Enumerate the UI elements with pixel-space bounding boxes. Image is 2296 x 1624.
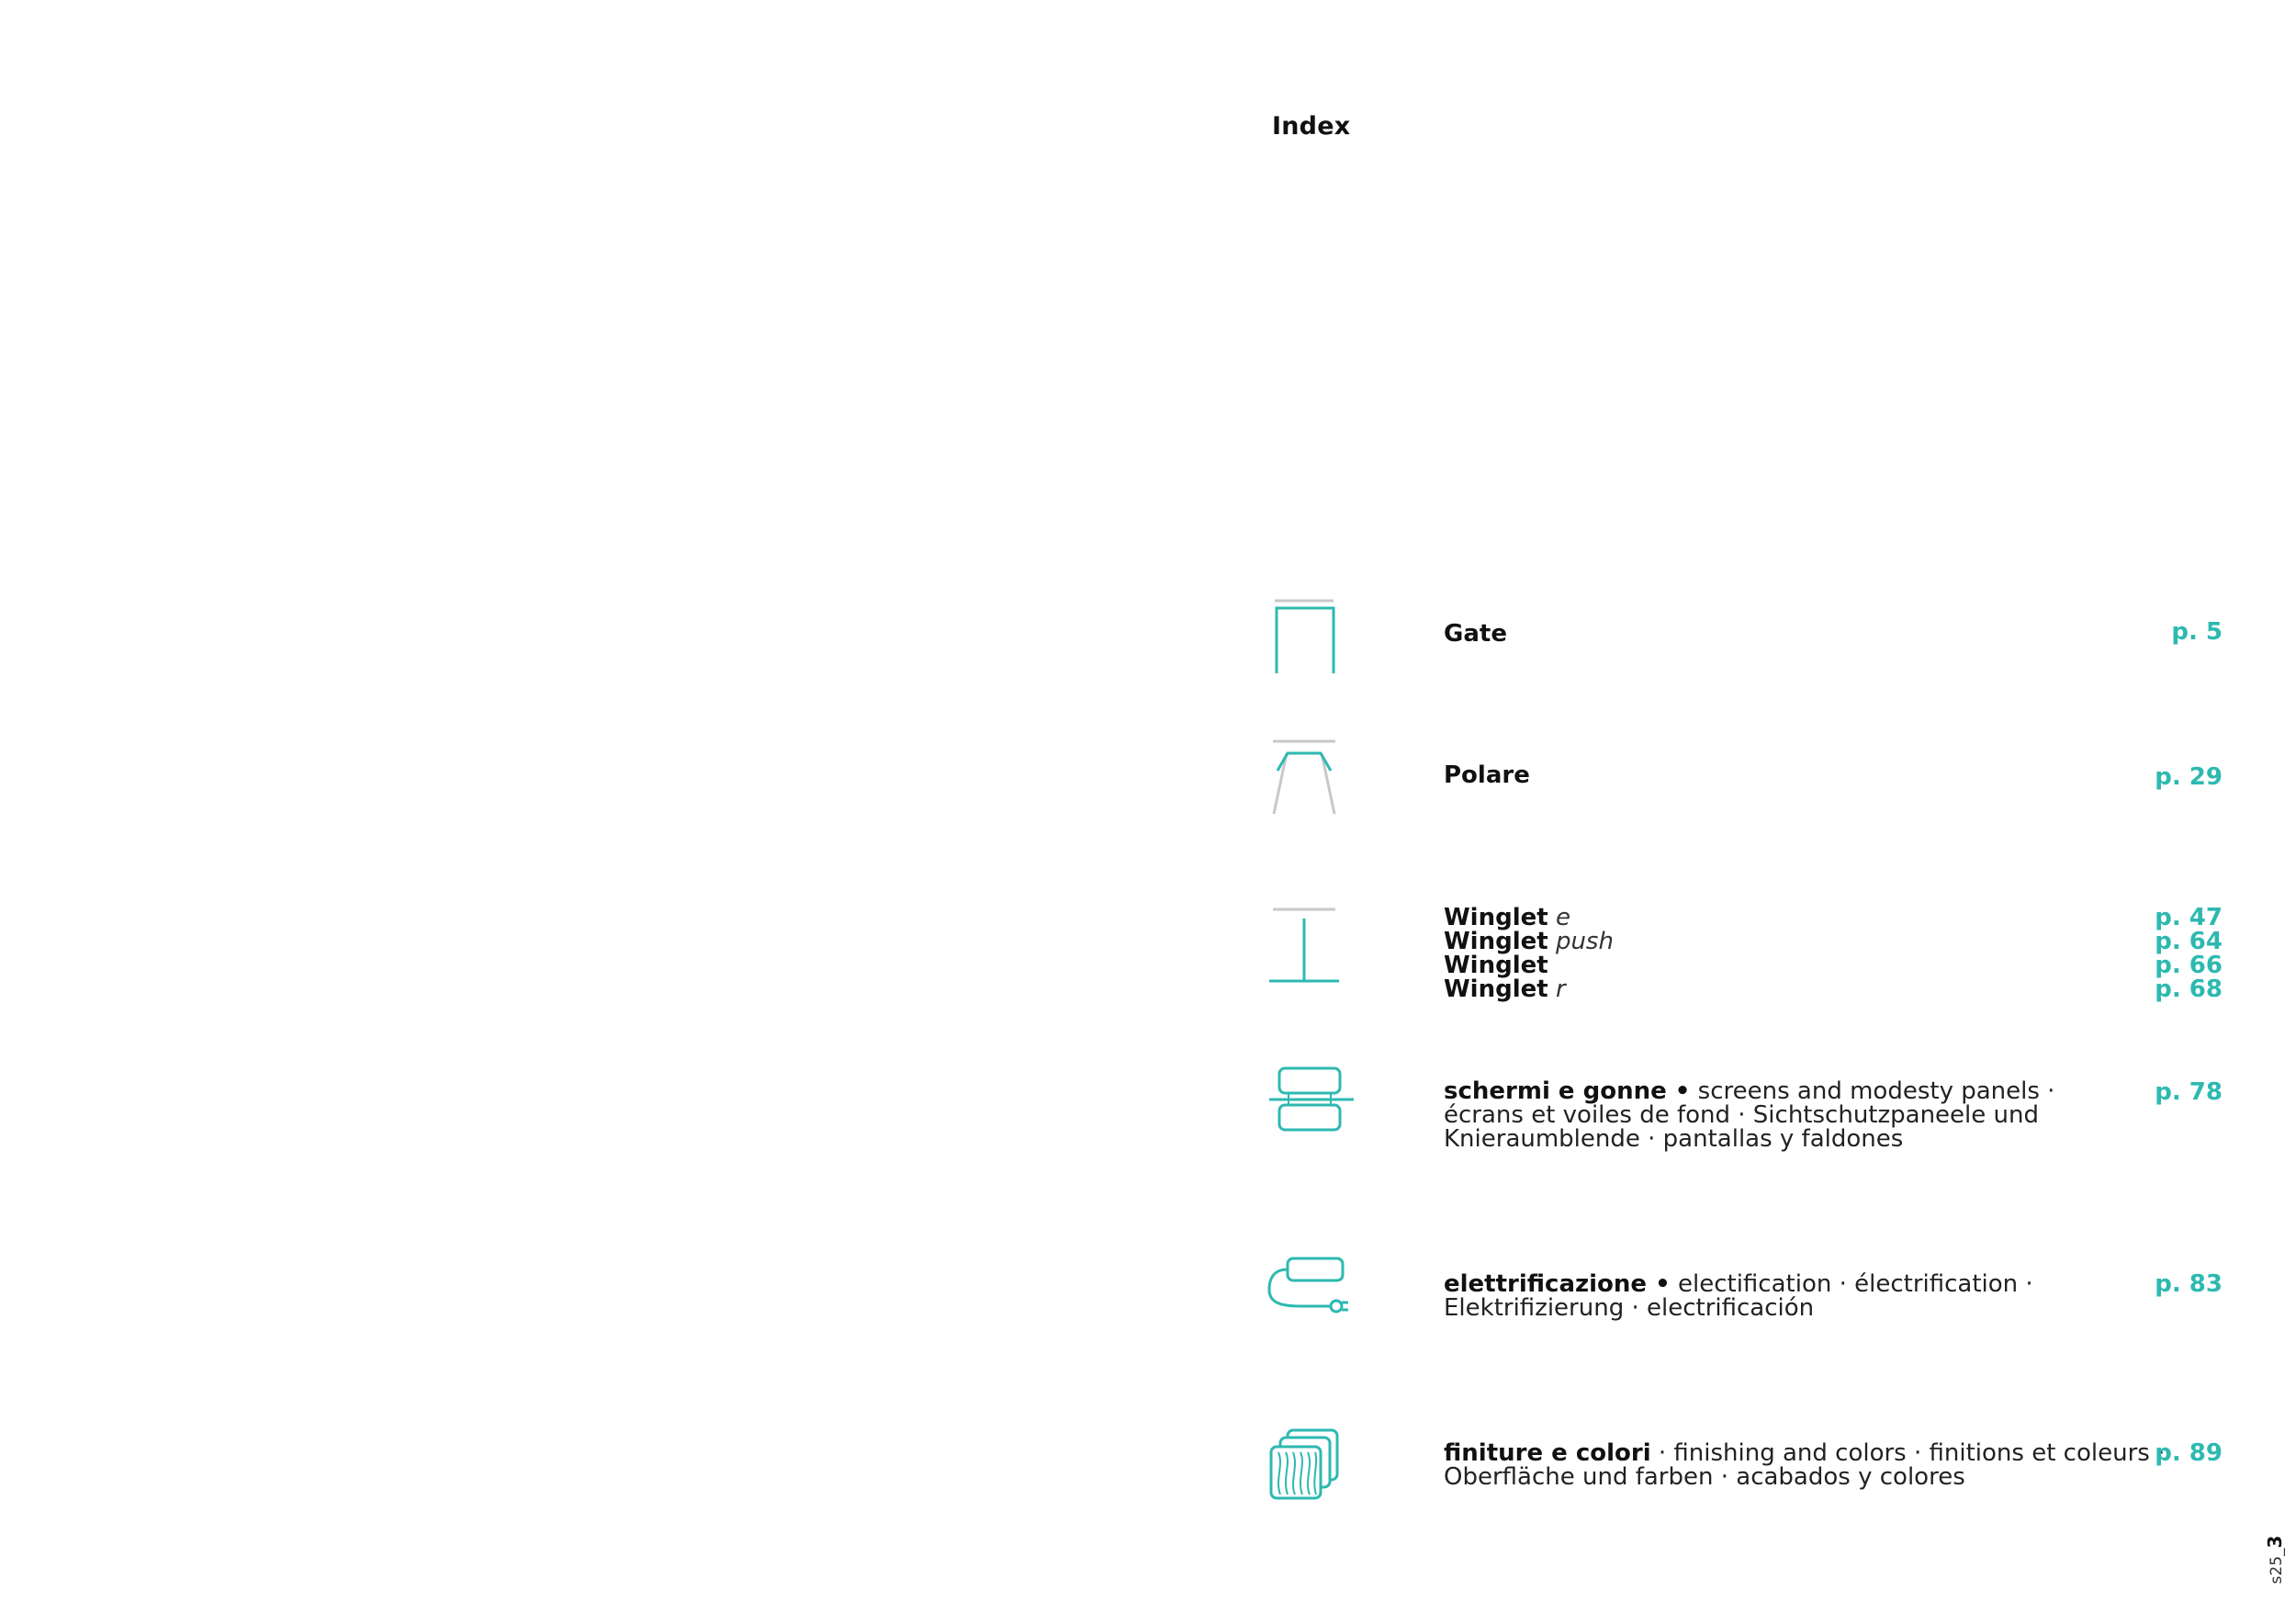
page-folio: [2261, 1532, 2289, 1587]
entry-desc: screens and modesty panels ·: [1690, 1077, 2055, 1105]
page-ref-list: [2155, 906, 2223, 1001]
page-title: Index: [1272, 112, 1351, 141]
page-number[interactable]: p. 5: [2171, 618, 2223, 646]
screens-panels-icon: [1267, 1066, 1356, 1132]
entry-text: [1444, 1272, 2142, 1320]
winglet-line-base: Winglet: [1444, 952, 1548, 979]
index-entry-winglet[interactable]: [1267, 906, 2223, 1007]
entry-text: [1444, 1439, 2166, 1491]
page-number[interactable]: p. 89: [2155, 1439, 2223, 1467]
index-entry-screens[interactable]: [1267, 1066, 2223, 1157]
entry-text: [1444, 906, 2142, 1001]
entry-text: [1444, 622, 2142, 646]
page-ref[interactable]: [2155, 1080, 2223, 1104]
page-number[interactable]: p. 64: [2155, 928, 2223, 955]
entry-name: Gate: [1444, 620, 1507, 648]
entry-name: finiture e colori: [1444, 1439, 1651, 1467]
entry-desc: · finishing and colors · finitions et coleurs ·: [1650, 1439, 2166, 1467]
page-number[interactable]: p. 78: [2155, 1078, 2223, 1106]
entry-text: [1444, 763, 2142, 787]
index-entry-finishes[interactable]: [1267, 1428, 2223, 1511]
winglet-line-e: Winglet e: [1444, 904, 1570, 931]
entry-name: elettrificazione •: [1444, 1270, 1671, 1298]
entry-desc: écrans et voiles de fond · Sichtschutzpaneele und: [1444, 1101, 2039, 1129]
page-number[interactable]: p. 29: [2155, 763, 2223, 791]
index-entry-gate[interactable]: [1267, 597, 2223, 680]
page-number[interactable]: p. 66: [2155, 952, 2223, 979]
folio-number: 3: [2264, 1535, 2286, 1549]
entry-desc: Elektrifizierung · electrificación: [1444, 1294, 1815, 1322]
page-number[interactable]: p. 47: [2155, 904, 2223, 931]
table-leg-gate-icon: [1267, 597, 1341, 676]
entry-name: schermi e gonne •: [1444, 1077, 1691, 1105]
page-number[interactable]: p. 68: [2155, 976, 2223, 1003]
page-ref[interactable]: [2155, 765, 2223, 789]
page-ref[interactable]: [2171, 620, 2223, 644]
page-ref[interactable]: [2155, 1441, 2223, 1465]
electrification-plug-icon: [1267, 1257, 1350, 1319]
table-leg-winglet-icon: [1267, 906, 1341, 985]
winglet-line-r: Winglet r: [1444, 976, 1566, 1003]
index-entry-polare[interactable]: [1267, 738, 2223, 820]
entry-desc: Knieraumblende · pantallas y faldones: [1444, 1125, 1904, 1153]
folio-prefix: s25_: [2268, 1548, 2286, 1585]
page-number[interactable]: p. 83: [2155, 1270, 2223, 1298]
index-entry-electrification[interactable]: [1267, 1257, 2223, 1330]
entry-name: Polare: [1444, 761, 1530, 789]
winglet-line-push: Winglet push: [1444, 928, 1614, 955]
entry-desc: Oberfläche und farben · acabados y colores: [1444, 1463, 1965, 1491]
table-leg-polare-icon: [1267, 738, 1341, 817]
entry-desc: electification · électrification ·: [1670, 1270, 2033, 1298]
page-ref[interactable]: [2155, 1272, 2223, 1296]
finishes-swatches-icon: [1267, 1428, 1341, 1502]
entry-text: [1444, 1079, 2142, 1151]
